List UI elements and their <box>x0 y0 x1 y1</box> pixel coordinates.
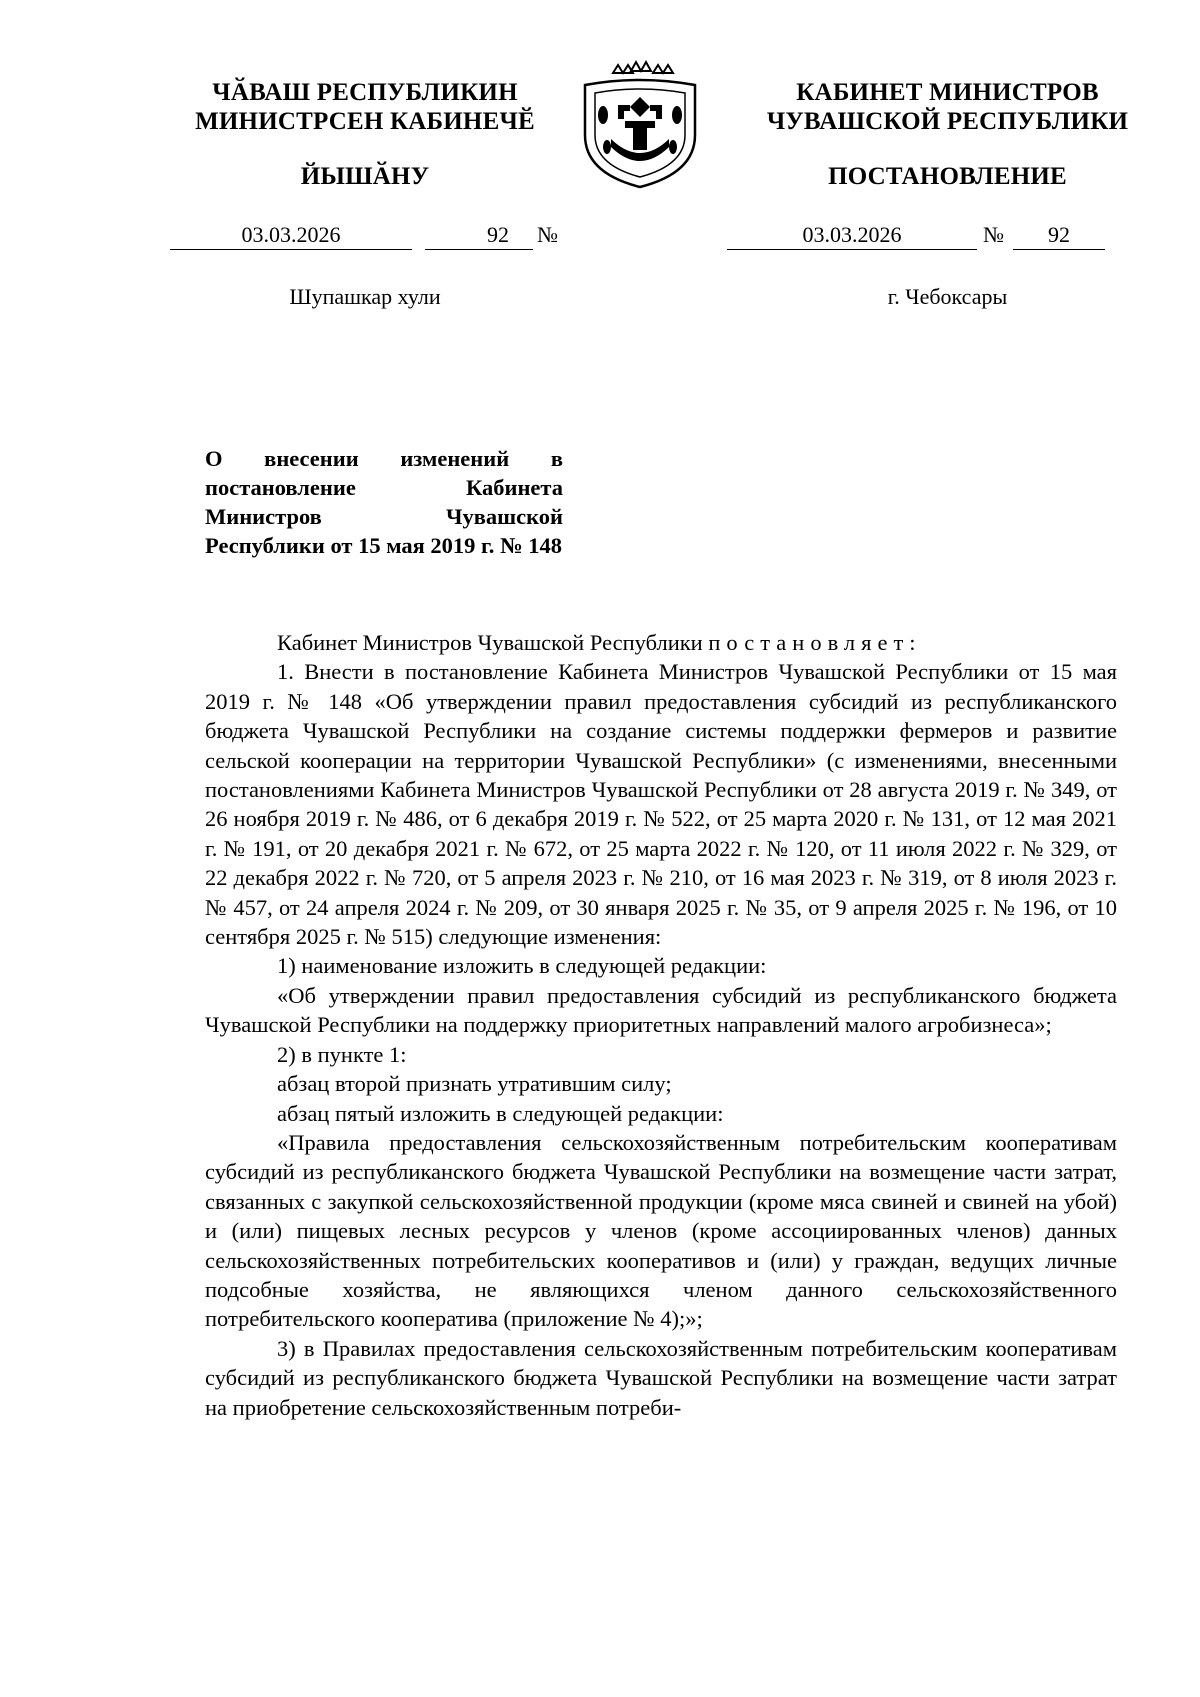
header-right-number-sign: № <box>983 222 1004 247</box>
body-intro-verb: постановляет: <box>708 630 922 655</box>
body-paragraph-5: абзац второй признать утратившим силу; <box>277 1071 672 1097</box>
body-paragraph-7: «Правила предоставления сельскохозяйственным потребительским кооперативам субсидий из республиканского бюджета Чувашской Республики на возмещение части затрат, связанных с закупкой сельскохозяйственной продукции (кроме мяса свиней и свиней на убой) и (или) пищевых лесных ресурсов у членов (кроме ассоциированных членов) данных сельскохозяйственных потребительских кооперативов и (или) у граждан, ведущих личные подсобные хозяйства, не являющихся членом данного сельскохозяйственного потребительского кооператива (приложение № 4);»; <box>205 1129 1117 1332</box>
header-right-date: 03.03.2026 <box>727 222 977 250</box>
body-intro <box>205 628 1117 657</box>
header-left-doc-type: ЙЫШӐНУ <box>300 163 430 190</box>
header-left-date: 03.03.2026 <box>170 222 412 250</box>
header-left-number: 92 <box>425 222 533 250</box>
document-subject: О внесении изменений в постановление Кабинета Министров Чувашской Республики от 15 мая 2019 г. № 148 <box>205 446 563 558</box>
body-paragraph-6: абзац пятый изложить в следующей редакции: <box>277 1100 724 1126</box>
body-paragraph-3: «Об утверждении правил предоставления субсидий из республиканского бюджета Чувашской Республики на поддержку приоритетных направлений малого агробизнеса»; <box>205 982 1117 1038</box>
header-right-line1: КАБИНЕТ МИНИСТРОВ <box>796 79 1099 106</box>
body-paragraph-4: 2) в пункте 1: <box>277 1041 407 1067</box>
chuvashia-coat-of-arms-icon <box>573 55 707 191</box>
header-right-org <box>725 78 1170 136</box>
document-body <box>205 628 1117 1422</box>
header-left-org <box>150 78 580 136</box>
header-right-number: 92 <box>1013 222 1105 250</box>
body-intro-lead: Кабинет Министров Чувашской Республики <box>277 630 709 655</box>
header-left-line1: ЧӐВАШ РЕСПУБЛИКИН <box>212 79 518 106</box>
body-paragraph-1: 1. Внести в постановление Кабинета Министров Чувашской Республики от 15 мая 2019 г. № 148 «Об утверждении правил предоставления субсидий из республиканского бюджета Чувашской Республики на создание системы поддержки фермеров и развитие сельской кооперации на территории Чувашской Республики» (с изменениями, внесенными постановлениями Кабинета Министров Чувашской Республики от 28 августа 2019 г. № 349, от 26 ноября 2019 г. № 486, от 6 декабря 2019 г. № 522, от 25 марта 2020 г. № 131, от 12 мая 2021 г. № 191, от 20 декабря 2021 г. № 672, от 25 марта 2022 г. № 120, от 11 июля 2022 г. № 329, от 22 декабря 2022 г. № 720, от 5 апреля 2023 г. № 210, от 16 мая 2023 г. № 319, от 8 июля 2023 г. № 457, от 24 апреля 2024 г. № 209, от 30 января 2025 г. № 35, от 9 апреля 2025 г. № 196, от 10 сентября 2025 г. № 515) следующие изменения: <box>205 659 1117 950</box>
body-paragraph-8: 3) в Правилах предоставления сельскохозяйственным потребительским кооперативам субсидий из республиканского бюджета Чувашской Республики на возмещение части затрат на приобретение сельскохозяйственным потреби- <box>205 1335 1117 1420</box>
header-left-line2: МИНИСТРСЕН КАБИНЕЧӖ <box>195 108 535 135</box>
header-right-city: г. Чебоксары <box>887 284 1008 309</box>
header-right-line2: ЧУВАШСКОЙ РЕСПУБЛИКИ <box>766 108 1129 135</box>
header-left-number-sign: № <box>537 222 558 247</box>
body-paragraph-2: 1) наименование изложить в следующей редакции: <box>277 953 767 979</box>
emblem-svg <box>573 55 707 191</box>
header-left-city: Шупашкар хули <box>289 284 441 309</box>
header-right-doc-type: ПОСТАНОВЛЕНИЕ <box>828 163 1067 190</box>
